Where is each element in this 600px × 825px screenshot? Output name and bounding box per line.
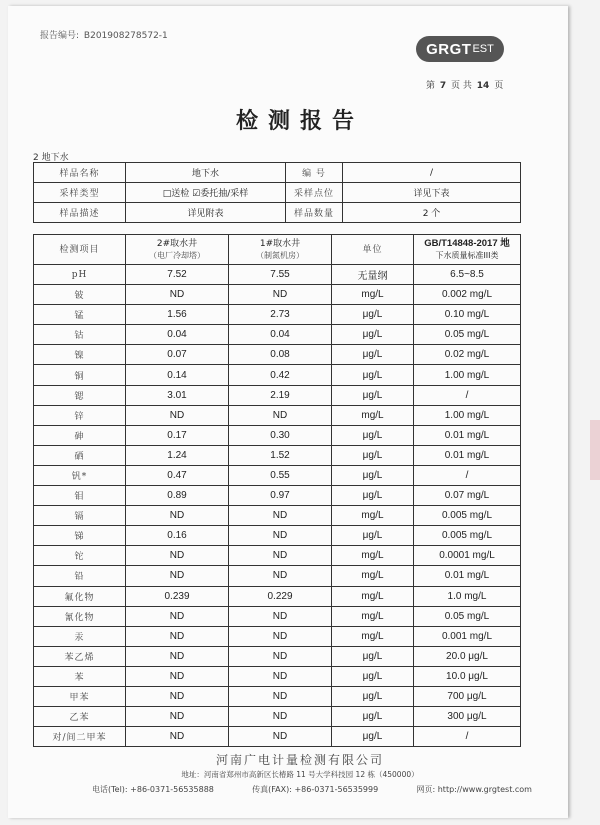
table-row [34,646,521,666]
cell-sample-1: ND [126,606,229,626]
cell-sample-2: 0.04 [229,325,332,345]
cell-sample-2: 0.229 [229,586,332,606]
seal-mark [590,420,600,480]
cell-sample-1: ND [126,646,229,666]
header-item: 检测项目 [34,235,126,265]
table-row [34,526,521,546]
header-sample-1-title: 2#取水井 [156,238,198,249]
cell-item: 铊 [34,546,126,566]
cell-standard: 1.00 mg/L [414,365,521,385]
document-title: 检测报告 [235,108,364,134]
meta-label: 采样点位 [286,183,343,203]
logo-main-text: GRGT [426,40,472,58]
report-number-value: B201908278572-1 [83,31,168,41]
table-row [34,345,521,365]
table-row [34,666,521,686]
cell-sample-2: ND [229,285,332,305]
meta-row [34,183,521,203]
cell-sample-1: 0.17 [126,425,229,445]
table-row [34,385,521,405]
cell-sample-2: ND [229,546,332,566]
telephone: 电话(Tel): +86-0371-56535888 [92,785,214,794]
website: 网页: http://www.grgtest.com [416,785,532,794]
cell-unit: mg/L [332,606,414,626]
cell-sample-1: 7.52 [126,265,229,285]
cell-standard: 0.005 mg/L [414,526,521,546]
meta-label: 样品描述 [34,203,126,223]
cell-sample-1: ND [126,566,229,586]
cell-sample-1: 0.07 [126,345,229,365]
table-row [34,506,521,526]
table-row [34,626,521,646]
cell-standard: 300 μg/L [414,707,521,727]
page-number: 7 [439,81,447,91]
cell-unit: mg/L [332,285,414,305]
cell-standard: 6.5~8.5 [414,265,521,285]
cell-unit: μg/L [332,445,414,465]
cell-item: 苯 [34,666,126,686]
cell-sample-2: 2.19 [229,385,332,405]
report-number [40,28,168,41]
meta-value: 详见下表 [343,183,521,203]
cell-unit: μg/L [332,707,414,727]
report-number-label: 报告编号: [40,31,80,41]
meta-label: 编 号 [286,163,343,183]
cell-sample-2: 1.52 [229,445,332,465]
cell-sample-1: 3.01 [126,385,229,405]
cell-item: 锰 [34,305,126,325]
meta-value: □送检 ☑委托抽/采样 [126,183,286,203]
cell-sample-1: ND [126,686,229,706]
cell-item: 硒 [34,445,126,465]
cell-standard: 0.01 mg/L [414,566,521,586]
cell-unit: μg/L [332,486,414,506]
cell-standard: 20.0 μg/L [414,646,521,666]
table-row [34,465,521,485]
cell-standard: 0.02 mg/L [414,345,521,365]
cell-unit: μg/L [332,727,414,747]
cell-sample-2: ND [229,707,332,727]
sample-info-table [33,162,521,223]
table-row [34,727,521,747]
page-indicator [426,78,503,91]
cell-item: 镍 [34,345,126,365]
results-header-row [34,235,521,265]
contact-line [92,784,532,795]
cell-sample-2: ND [229,405,332,425]
cell-standard: / [414,727,521,747]
cell-unit: mg/L [332,626,414,646]
header-unit: 单位 [332,235,414,265]
cell-unit: μg/L [332,686,414,706]
cell-item: 铍 [34,285,126,305]
cell-standard: / [414,385,521,405]
cell-item: 砷 [34,425,126,445]
cell-standard: 0.05 mg/L [414,606,521,626]
meta-label: 采样类型 [34,183,126,203]
cell-unit: μg/L [332,365,414,385]
table-row [34,405,521,425]
cell-standard: 700 μg/L [414,686,521,706]
section-label: 2 地下水 [33,153,69,163]
cell-standard: 0.0001 mg/L [414,546,521,566]
company-address: 地址：河南省郑州市高新区长椿路 11 号大学科技园 12 栋（450000） [181,770,419,779]
header-standard-sub: 下水质量标准III类 [435,250,499,260]
cell-unit: μg/L [332,666,414,686]
cell-sample-1: 0.14 [126,365,229,385]
cell-unit: μg/L [332,385,414,405]
cell-sample-1: 0.47 [126,465,229,485]
cell-unit: μg/L [332,305,414,325]
meta-label: 样品数量 [286,203,343,223]
page-total: 14 [476,81,490,91]
cell-sample-2: ND [229,626,332,646]
cell-item: 甲苯 [34,686,126,706]
cell-sample-2: 0.97 [229,486,332,506]
cell-standard: 0.05 mg/L [414,325,521,345]
page-mid: 页 共 [451,81,472,91]
cell-sample-2: ND [229,506,332,526]
cell-item: 对/间二甲苯 [34,727,126,747]
cell-item: 铅 [34,566,126,586]
header-sample-1 [126,235,229,265]
table-row [34,586,521,606]
cell-sample-2: 0.30 [229,425,332,445]
table-row [34,425,521,445]
cell-standard: 0.001 mg/L [414,626,521,646]
cell-standard: / [414,465,521,485]
cell-unit: μg/L [332,325,414,345]
cell-sample-1: 0.16 [126,526,229,546]
cell-standard: 0.002 mg/L [414,285,521,305]
table-row [34,325,521,345]
cell-item: 镉 [34,506,126,526]
cell-sample-2: ND [229,566,332,586]
table-row [34,305,521,325]
cell-standard: 10.0 μg/L [414,666,521,686]
cell-sample-1: ND [126,707,229,727]
cell-item: 钒* [34,465,126,485]
cell-item: 锶 [34,385,126,405]
cell-unit: μg/L [332,465,414,485]
cell-sample-1: 1.24 [126,445,229,465]
cell-standard: 1.00 mg/L [414,405,521,425]
cell-unit: 无量纲 [332,265,414,285]
cell-unit: mg/L [332,506,414,526]
header-sample-1-sub: （电厂冷却塔） [149,250,205,260]
meta-label: 样品名称 [34,163,126,183]
cell-sample-2: 7.55 [229,265,332,285]
header-sample-2-sub: （制氮机房） [256,250,304,260]
cell-standard: 0.10 mg/L [414,305,521,325]
table-row [34,265,521,285]
table-row [34,686,521,706]
cell-sample-1: 0.04 [126,325,229,345]
meta-value: 地下水 [126,163,286,183]
meta-row [34,163,521,183]
cell-unit: μg/L [332,646,414,666]
table-row [34,606,521,626]
cell-sample-1: ND [126,546,229,566]
cell-unit: mg/L [332,546,414,566]
table-row [34,365,521,385]
meta-row [34,203,521,223]
results-table [33,234,521,747]
cell-sample-1: 0.89 [126,486,229,506]
cell-sample-2: ND [229,686,332,706]
cell-standard: 1.0 mg/L [414,586,521,606]
cell-item: 铜 [34,365,126,385]
cell-sample-2: ND [229,646,332,666]
cell-sample-1: 1.56 [126,305,229,325]
cell-unit: mg/L [332,566,414,586]
cell-unit: μg/L [332,345,414,365]
table-row [34,546,521,566]
cell-sample-1: ND [126,405,229,425]
cell-sample-2: ND [229,727,332,747]
cell-item: 汞 [34,626,126,646]
cell-sample-2: 0.08 [229,345,332,365]
cell-item: 钼 [34,486,126,506]
cell-sample-2: 2.73 [229,305,332,325]
cell-standard: 0.01 mg/L [414,445,521,465]
header-standard-title: GB/T14848-2017 地 [424,237,510,249]
cell-sample-2: 0.42 [229,365,332,385]
meta-value: 详见附表 [126,203,286,223]
cell-item: pH [34,265,126,285]
page-suffix: 页 [494,81,504,91]
cell-sample-1: 0.239 [126,586,229,606]
grgtest-logo [416,36,504,62]
cell-item: 氰化物 [34,606,126,626]
cell-item: 锑 [34,526,126,546]
cell-sample-1: ND [126,285,229,305]
cell-unit: μg/L [332,425,414,445]
header-standard [414,235,521,265]
cell-sample-1: ND [126,727,229,747]
cell-item: 乙苯 [34,707,126,727]
logo-sub-text: EST [472,43,494,55]
cell-sample-1: ND [126,506,229,526]
cell-item: 氟化物 [34,586,126,606]
cell-standard: 0.07 mg/L [414,486,521,506]
table-row [34,486,521,506]
header-sample-2-title: 1#取水井 [259,238,301,249]
cell-unit: μg/L [332,526,414,546]
cell-unit: mg/L [332,405,414,425]
cell-item: 苯乙烯 [34,646,126,666]
table-row [34,707,521,727]
table-row [34,445,521,465]
company-name: 河南广电计量检测有限公司 [215,753,384,767]
cell-sample-2: 0.55 [229,465,332,485]
cell-unit: mg/L [332,586,414,606]
cell-item: 锌 [34,405,126,425]
cell-sample-1: ND [126,626,229,646]
cell-sample-2: ND [229,666,332,686]
table-row [34,566,521,586]
cell-sample-2: ND [229,526,332,546]
cell-item: 钴 [34,325,126,345]
cell-sample-1: ND [126,666,229,686]
meta-value: 2 个 [343,203,521,223]
meta-value: / [343,163,521,183]
header-sample-2 [229,235,332,265]
page-prefix: 第 [426,81,436,91]
cell-standard: 0.01 mg/L [414,425,521,445]
fax: 传真(FAX): +86-0371-56535999 [252,785,379,794]
cell-sample-2: ND [229,606,332,626]
table-row [34,285,521,305]
cell-standard: 0.005 mg/L [414,506,521,526]
